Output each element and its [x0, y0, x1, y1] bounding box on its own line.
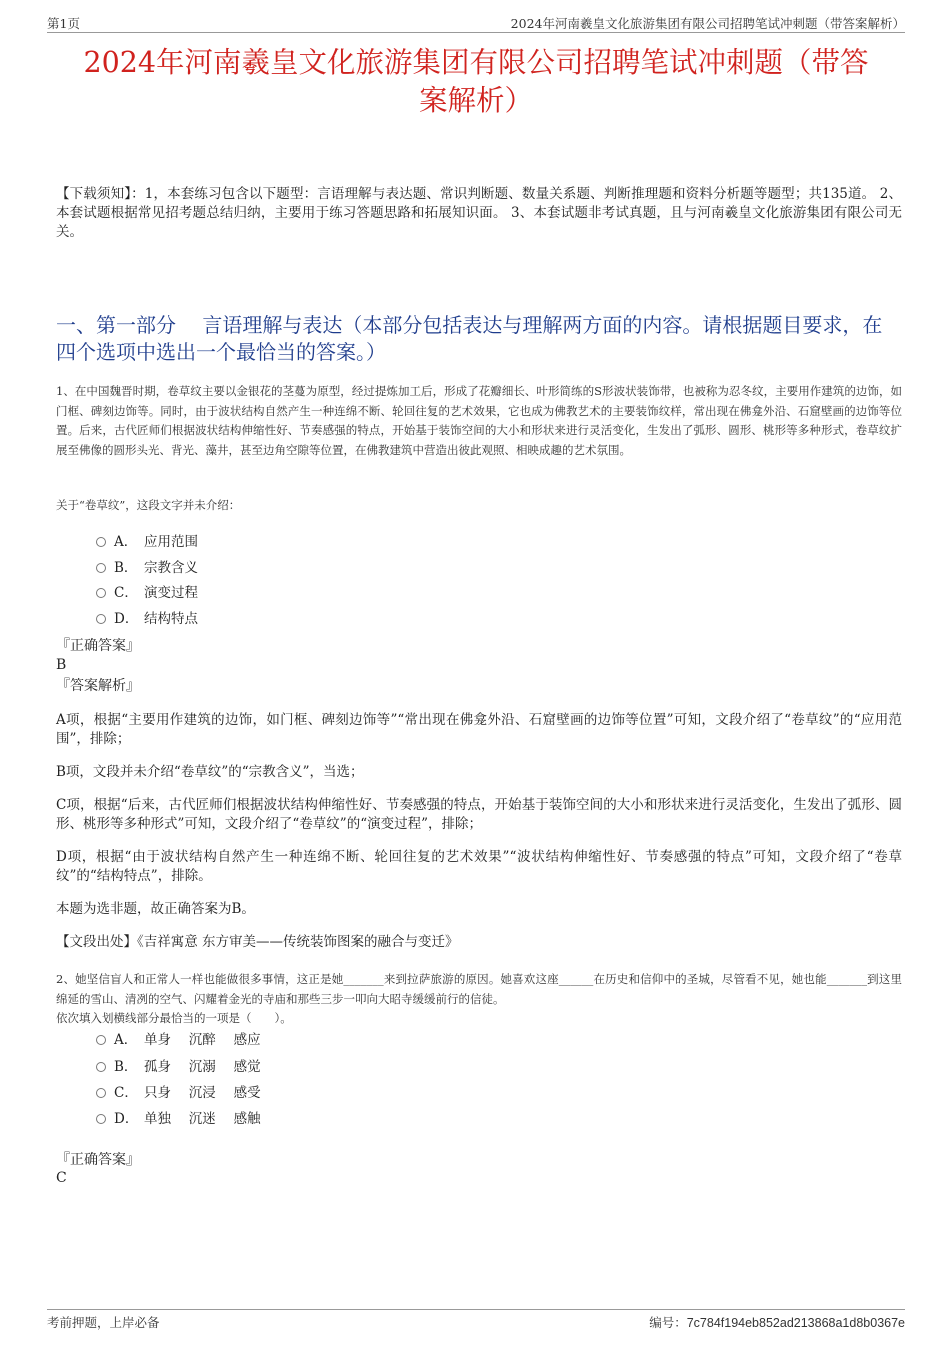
- q2-answer-label: 『正确答案』: [56, 1152, 140, 1168]
- header-divider: [47, 32, 905, 33]
- radio-icon[interactable]: [96, 1062, 106, 1072]
- q2-answer: C: [56, 1170, 67, 1186]
- q1-analysis-d: D项，根据“由于波状结构自然产生一种连绵不断、轮回往复的艺术效果”“波状结构伸缩性好、节奏感强的特点”可知，文段介绍了“卷草纹”的“结构特点”，排除。: [56, 849, 902, 884]
- q1-option-c[interactable]: C． 演变过程: [96, 584, 198, 602]
- download-notice: 【下载须知】：1，本套练习包含以下题型：言语理解与表达题、常识判断题、数量关系题、判断推理题和资料分析题等题型；共135道。 2、本套试题根据常见招考题总结归纳，主要用于练习答题思路和拓展知识面。 3、本套试题非考试真题，且与河南羲皇文化旅游集团有限公司无关。: [56, 186, 902, 240]
- q1-option-d[interactable]: D． 结构特点: [96, 610, 198, 628]
- page-title: [47, 44, 905, 120]
- radio-icon[interactable]: [96, 1088, 106, 1098]
- q1-answer: B: [56, 657, 67, 673]
- q1-analysis-a: A项，根据“主要用作建筑的边饰，如门框、碑刻边饰等”“常出现在佛龛外沿、石窟壁画的边饰等位置”可知，文段介绍了“卷草纹”的“应用范围”，排除；: [56, 712, 902, 747]
- radio-icon[interactable]: [96, 563, 106, 573]
- radio-icon[interactable]: [96, 537, 106, 547]
- q1-analysis-b: B项，文段并未介绍“卷草纹”的“宗教含义”，当选；: [56, 764, 364, 780]
- radio-icon[interactable]: [96, 1114, 106, 1124]
- page-title-line2: 案解析）: [418, 84, 533, 117]
- q1-passage: 1、在中国魏晋时期，卷草纹主要以金银花的茎蔓为原型，经过提炼加工后，形成了花瓣细长、叶形简练的S形波状装饰带，也被称为忍冬纹，主要用作建筑的边饰，如门框、碑刻边饰等。同时，由于波状结构自然产生一种连绵不断、轮回往复的艺术效果，它也成为佛教艺术的主要装饰纹样，常出现在佛龛外沿、石窟壁画的边饰等位置。后来，古代匠师们根据波状结构伸缩性好、节奏感强的特点，开始基于装饰空间的大小和形状来进行灵活变化，生发出了弧形、圆形、桃形等多种形式，卷草纹扩展至佛像的圆形头光、背光、藻井，甚至边角空隙等位置，在佛教建筑中营造出彼此观照、相映成趣的艺术氛围。: [56, 384, 902, 457]
- footer-code: 编号：7c784f194eb852ad213868a1d8b0367e: [649, 1315, 905, 1330]
- page-number: 第1页: [47, 16, 80, 31]
- footer-divider: [47, 1309, 905, 1310]
- q2-question: 依次填入划横线部分最恰当的一项是（ ）。: [56, 1011, 292, 1025]
- radio-icon[interactable]: [96, 1035, 106, 1045]
- q2-option-b[interactable]: B． 孤身 沉溺 感觉: [96, 1058, 261, 1076]
- radio-icon[interactable]: [96, 614, 106, 624]
- q2-option-c[interactable]: C． 只身 沉浸 感受: [96, 1084, 261, 1102]
- footer-slogan: 考前押题，上岸必备: [47, 1315, 160, 1330]
- q1-answer-label: 『正确答案』: [56, 638, 140, 654]
- q1-conclusion: 本题为选非题，故正确答案为B。: [56, 901, 255, 917]
- q2-option-d[interactable]: D． 单独 沉迷 感触: [96, 1110, 261, 1128]
- q1-analysis-label: 『答案解析』: [56, 678, 140, 694]
- q1-option-a[interactable]: A． 应用范围: [96, 533, 198, 551]
- q1-analysis-c: C项，根据“后来，古代匠师们根据波状结构伸缩性好、节奏感强的特点，开始基于装饰空间的大小和形状来进行灵活变化，生发出了弧形、圆形、桃形等多种形式”可知，文段介绍了“卷草纹”的“演变过程”，排除；: [56, 797, 902, 832]
- q2-option-a[interactable]: A． 单身 沉醉 感应: [96, 1031, 261, 1049]
- q1-source: 【文段出处】《吉祥寓意 东方审美——传统装饰图案的融合与变迁》: [56, 934, 459, 950]
- q1-question: 关于“卷草纹”，这段文字并未介绍：: [56, 498, 241, 512]
- page-title-line1: 2024年河南羲皇文化旅游集团有限公司招聘笔试冲刺题（带答: [83, 46, 869, 79]
- q2-passage: 2、她坚信盲人和正常人一样也能做很多事情，这正是她_______来到拉萨旅游的原因。她喜欢这座______在历史和信仰中的圣城，尽管看不见，她也能_______到这里绵延的雪山、清冽的空气、闪耀着金光的寺庙和那些三步一叩向大昭寺缓缓前行的信徒。: [56, 972, 902, 1006]
- section-heading: 一、第一部分 言语理解与表达（本部分包括表达与理解两方面的内容。请根据题目要求，在四个选项中选出一个最恰当的答案。）: [56, 313, 883, 364]
- header-doc-title: 2024年河南羲皇文化旅游集团有限公司招聘笔试冲刺题（带答案解析）: [510, 16, 905, 31]
- q1-option-b[interactable]: B． 宗教含义: [96, 559, 198, 577]
- radio-icon[interactable]: [96, 588, 106, 598]
